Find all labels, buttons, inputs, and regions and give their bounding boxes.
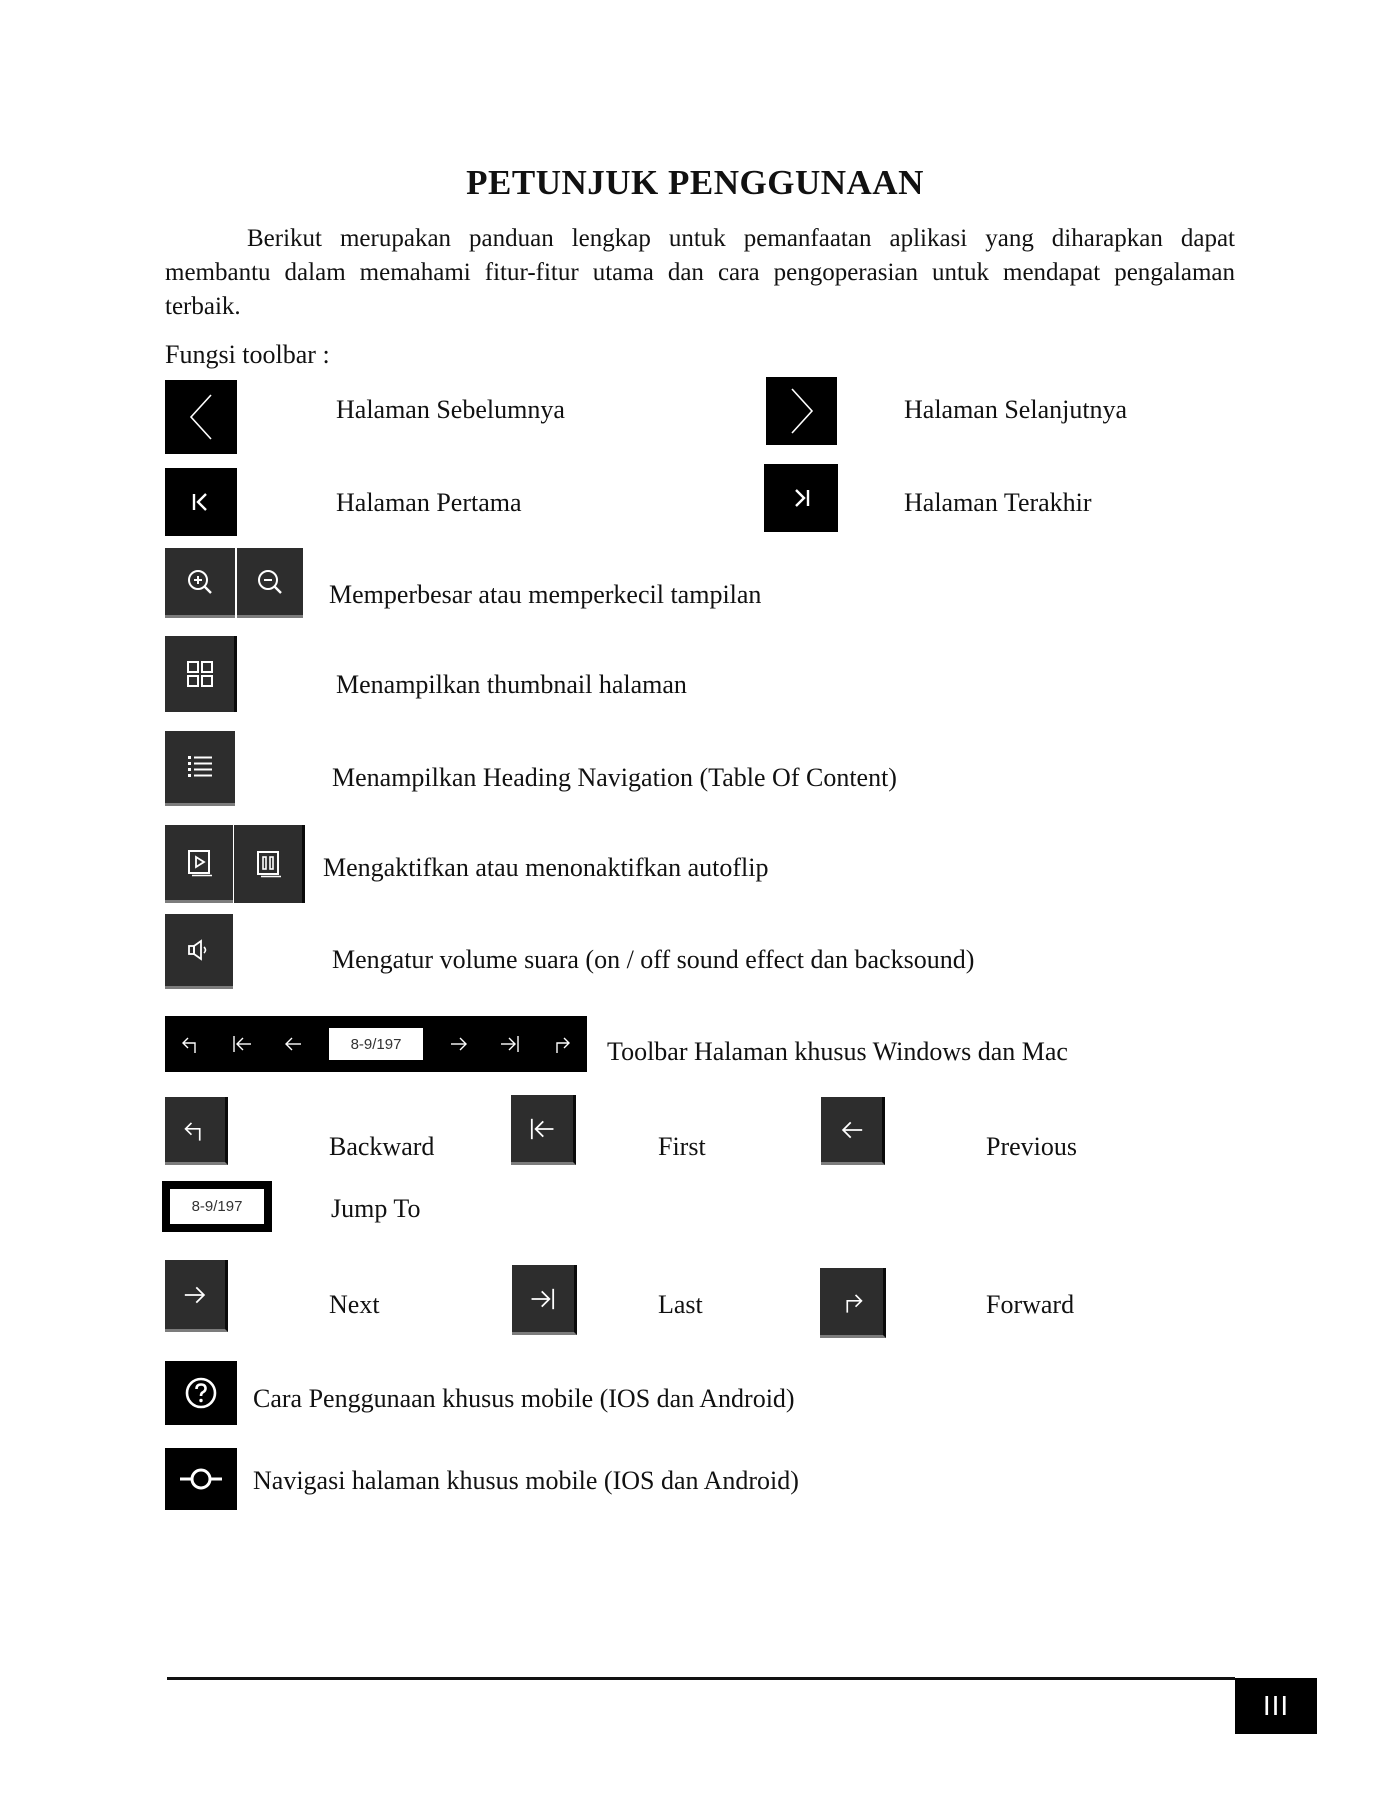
footer-rule bbox=[167, 1677, 1235, 1680]
forward-icon bbox=[550, 1033, 572, 1055]
last-page-button[interactable] bbox=[764, 464, 838, 532]
volume-label: Mengatur volume suara (on / off sound effect dan backsound) bbox=[332, 945, 975, 974]
next-button[interactable] bbox=[165, 1260, 228, 1332]
autoflip-play-button[interactable] bbox=[165, 825, 233, 903]
toolbar-backward-button[interactable] bbox=[165, 1016, 216, 1072]
thumbnail-label: Menampilkan thumbnail halaman bbox=[336, 670, 687, 699]
zoom-out-button[interactable] bbox=[237, 548, 303, 618]
page-number: III bbox=[1235, 1678, 1317, 1734]
backward-label: Backward bbox=[329, 1132, 435, 1161]
backward-icon bbox=[182, 1117, 208, 1143]
chevron-right-icon bbox=[782, 383, 822, 439]
next-page-label: Halaman Selanjutnya bbox=[904, 395, 1128, 424]
first-icon bbox=[528, 1115, 556, 1143]
list-icon bbox=[185, 752, 215, 782]
next-page-button[interactable] bbox=[766, 377, 837, 445]
toolbar-last-button[interactable] bbox=[485, 1016, 536, 1072]
last-page-label: Halaman Terakhir bbox=[904, 488, 1092, 517]
mobile-help-button[interactable] bbox=[165, 1361, 237, 1425]
heading-nav-label: Menampilkan Heading Navigation (Table Of Content) bbox=[332, 763, 897, 792]
last-label: Last bbox=[658, 1290, 703, 1319]
grid-icon bbox=[185, 659, 215, 689]
first-icon bbox=[231, 1033, 253, 1055]
autoflip-pause-icon bbox=[253, 849, 283, 879]
toolbar-previous-button[interactable] bbox=[267, 1016, 318, 1072]
zoom-out-icon bbox=[255, 567, 285, 597]
backward-button[interactable] bbox=[165, 1097, 228, 1165]
first-page-button[interactable] bbox=[165, 468, 237, 536]
last-page-icon bbox=[789, 486, 813, 510]
forward-button[interactable] bbox=[820, 1268, 886, 1338]
toolbar-forward-button[interactable] bbox=[536, 1016, 587, 1072]
mobile-nav-button[interactable] bbox=[165, 1448, 237, 1510]
help-icon bbox=[184, 1376, 218, 1410]
jump-to-input[interactable]: 8-9/197 bbox=[170, 1189, 264, 1224]
jump-to-box bbox=[162, 1181, 272, 1232]
previous-label: Previous bbox=[986, 1132, 1077, 1161]
toolbar-first-button[interactable] bbox=[216, 1016, 267, 1072]
arrow-left-icon bbox=[282, 1033, 304, 1055]
page-title: PETUNJUK PENGGUNAAN bbox=[466, 163, 924, 202]
mobile-nav-label: Navigasi halaman khusus mobile (IOS dan Android) bbox=[253, 1466, 799, 1495]
previous-button[interactable] bbox=[821, 1097, 885, 1165]
first-page-label: Halaman Pertama bbox=[336, 488, 522, 517]
toolbar-desktop-label: Toolbar Halaman khusus Windows dan Mac bbox=[607, 1037, 1068, 1066]
first-page-icon bbox=[189, 490, 213, 514]
arrow-right-icon bbox=[181, 1281, 209, 1309]
speaker-icon bbox=[186, 937, 212, 963]
zoom-label: Memperbesar atau memperkecil tampilan bbox=[329, 580, 762, 609]
forward-label: Forward bbox=[986, 1290, 1075, 1319]
forward-icon bbox=[839, 1289, 865, 1315]
page-slider-icon bbox=[178, 1462, 224, 1496]
autoflip-label: Mengaktifkan atau menonaktifkan autoflip bbox=[323, 853, 769, 882]
mobile-help-label: Cara Penggunaan khusus mobile (IOS dan Android) bbox=[253, 1384, 795, 1413]
toolbar-next-button[interactable] bbox=[433, 1016, 484, 1072]
last-icon bbox=[529, 1285, 557, 1313]
last-button[interactable] bbox=[512, 1265, 577, 1335]
first-button[interactable] bbox=[511, 1095, 576, 1165]
section-label: Fungsi toolbar : bbox=[165, 340, 330, 369]
thumbnail-button[interactable] bbox=[165, 636, 237, 712]
jump-to-label: Jump To bbox=[331, 1194, 421, 1223]
intro-paragraph: Berikut merupakan panduan lengkap untuk pemanfaatan aplikasi yang diharapkan dapat membantu dalam memahami fitur-fitur utama dan cara pengoperasian untuk mendapat pengalaman terbaik. bbox=[165, 225, 1235, 320]
autoflip-pause-button[interactable] bbox=[234, 825, 305, 903]
arrow-left-icon bbox=[838, 1116, 866, 1144]
prev-page-button[interactable] bbox=[165, 380, 237, 454]
desktop-toolbar bbox=[165, 1016, 587, 1072]
autoflip-play-icon bbox=[184, 848, 214, 878]
arrow-right-icon bbox=[448, 1033, 470, 1055]
next-label: Next bbox=[329, 1290, 380, 1319]
zoom-in-button[interactable] bbox=[165, 548, 235, 618]
zoom-in-icon bbox=[185, 567, 215, 597]
backward-icon bbox=[180, 1033, 202, 1055]
prev-page-label: Halaman Sebelumnya bbox=[336, 395, 565, 424]
toolbar-page-input[interactable]: 8-9/197 bbox=[329, 1028, 424, 1060]
volume-button[interactable] bbox=[165, 914, 233, 989]
first-label: First bbox=[658, 1132, 706, 1161]
heading-nav-button[interactable] bbox=[165, 731, 235, 806]
last-icon bbox=[499, 1033, 521, 1055]
chevron-left-icon bbox=[181, 389, 221, 445]
